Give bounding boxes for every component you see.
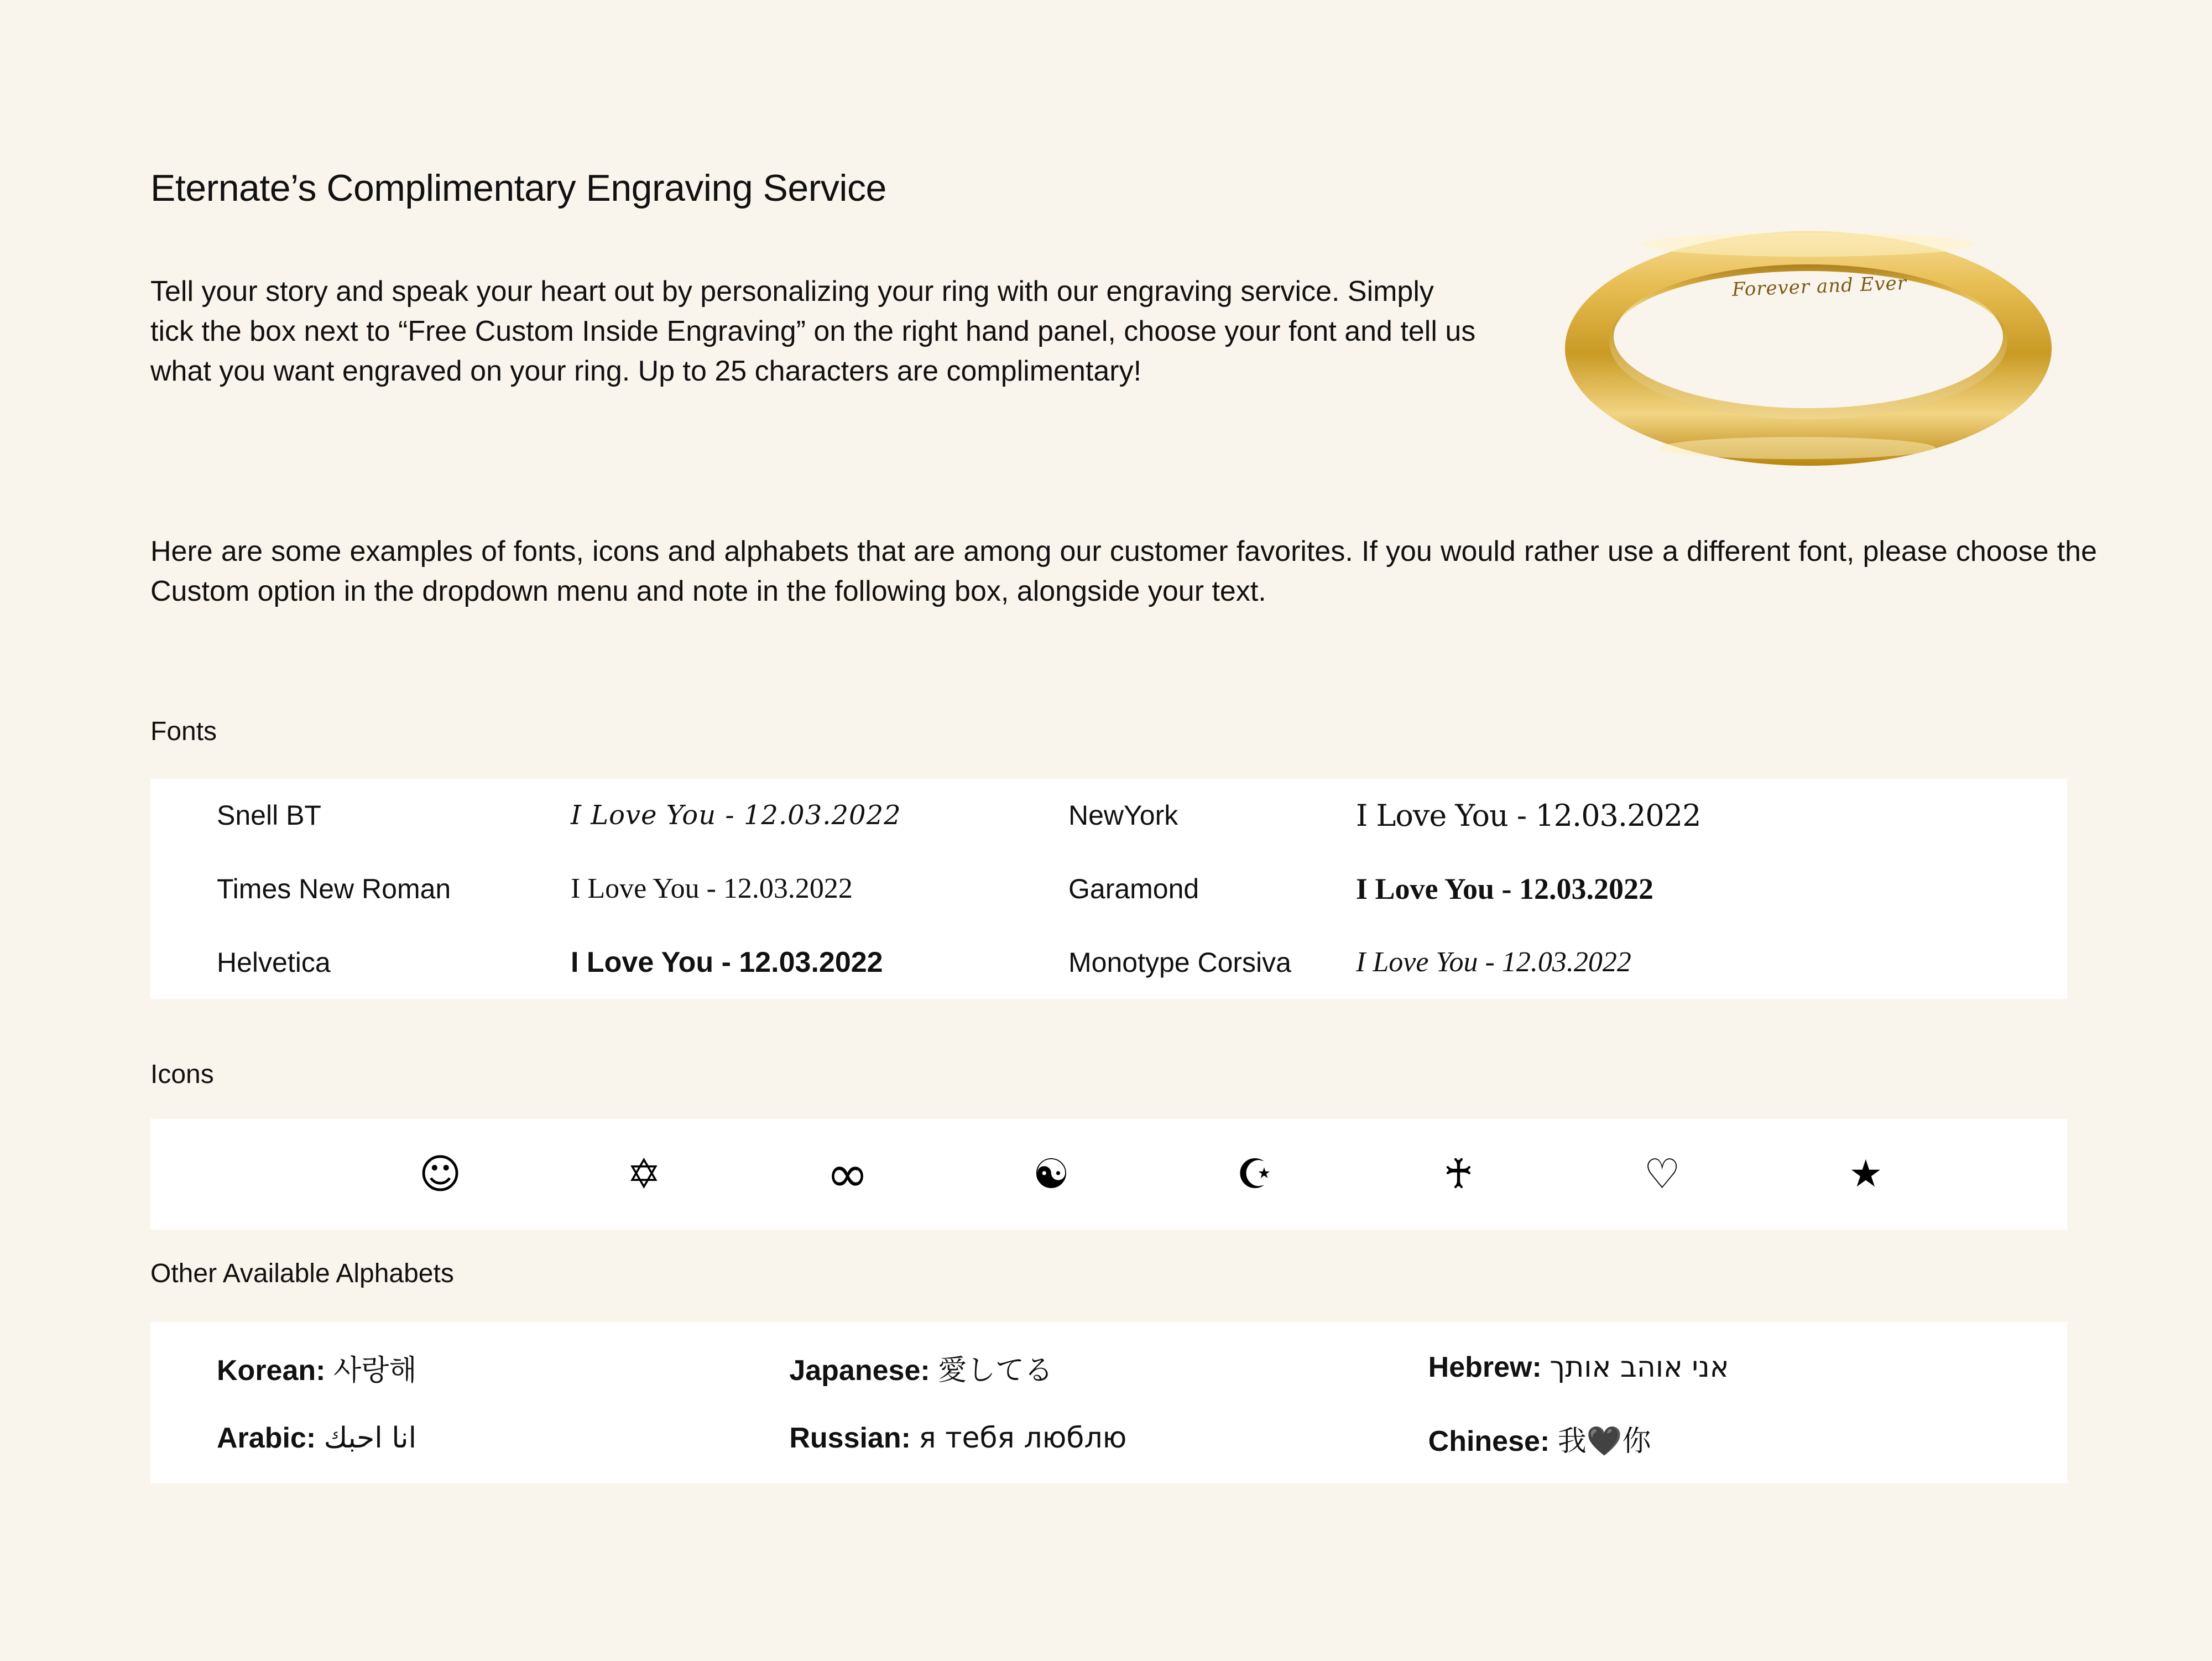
font-sample-newyork: I Love You - 12.03.2022 bbox=[1356, 798, 1701, 833]
alphabet-japanese-sample: 愛してる bbox=[938, 1353, 1053, 1387]
alphabet-chinese bbox=[1428, 1418, 2067, 1459]
font-name-helvetica: Helvetica bbox=[217, 946, 331, 978]
alphabet-chinese-sample: 我🖤你 bbox=[1557, 1424, 1651, 1458]
alphabet-arabic bbox=[150, 1422, 789, 1455]
fonts-section-label: Fonts bbox=[150, 717, 217, 746]
fonts-panel bbox=[150, 779, 2067, 999]
alphabets-section-label: Other Available Alphabets bbox=[150, 1259, 454, 1288]
secondary-paragraph: Here are some examples of fonts, icons and alphabets that are among our customer favorites. If you would rather use a different font, please choose the Custom option in the dropdown menu and note in the following box, alongside your text. bbox=[150, 535, 2097, 607]
alphabet-arabic-sample: انا احبك bbox=[324, 1422, 417, 1455]
alphabet-korean-sample: 사랑해 bbox=[333, 1353, 417, 1387]
star-filled-icon[interactable]: ★ bbox=[1849, 1152, 1883, 1196]
icons-row bbox=[150, 1119, 2067, 1230]
alphabet-chinese-label: Chinese: bbox=[1428, 1425, 1550, 1457]
engraved-ring-image bbox=[1537, 210, 2079, 476]
alphabet-hebrew-label: Hebrew: bbox=[1428, 1351, 1542, 1383]
alphabet-russian-sample: я тебя люблю bbox=[919, 1422, 1127, 1455]
font-sample-garamond: I Love You - 12.03.2022 bbox=[1356, 872, 1654, 905]
heart-outline-icon[interactable]: ♡ bbox=[1644, 1150, 1681, 1198]
fonts-grid bbox=[150, 779, 2067, 999]
icons-panel bbox=[150, 1119, 2067, 1230]
ring-svg bbox=[1537, 210, 2079, 476]
star-and-crescent-icon[interactable]: ☪ bbox=[1236, 1150, 1274, 1198]
font-sample-helvetica: I Love You - 12.03.2022 bbox=[571, 946, 883, 978]
font-name-snell: Snell BT bbox=[217, 800, 321, 831]
font-name-times-new-roman: Times New Roman bbox=[217, 873, 451, 904]
alphabets-grid bbox=[150, 1322, 2067, 1483]
font-sample-snell: I Love You - 12.03.2022 bbox=[571, 800, 901, 831]
alphabet-japanese-label: Japanese: bbox=[789, 1354, 930, 1387]
font-name-newyork: NewYork bbox=[1068, 800, 1178, 831]
alphabet-russian-label: Russian: bbox=[789, 1422, 911, 1454]
yin-yang-icon[interactable]: ☯ bbox=[1032, 1150, 1070, 1198]
ring-engraving-text: Forever and Ever bbox=[1731, 272, 1907, 301]
alphabets-panel bbox=[150, 1322, 2067, 1483]
alphabet-hebrew-sample: אני אוהב אותך bbox=[1550, 1351, 1729, 1384]
smiley-icon[interactable]: ☺ bbox=[419, 1150, 462, 1198]
cross-icon[interactable]: ♰ bbox=[1443, 1150, 1474, 1198]
font-sample-times-new-roman: I Love You - 12.03.2022 bbox=[571, 873, 853, 905]
star-of-david-icon[interactable]: ✡ bbox=[627, 1150, 661, 1198]
font-name-monotype-corsiva: Monotype Corsiva bbox=[1068, 946, 1291, 978]
alphabet-arabic-label: Arabic: bbox=[217, 1422, 316, 1454]
infinity-icon[interactable]: ∞ bbox=[826, 1144, 869, 1204]
page-title: Eternate’s Complimentary Engraving Service bbox=[150, 166, 886, 209]
icons-section-label: Icons bbox=[150, 1060, 214, 1089]
font-sample-monotype-corsiva: I Love You - 12.03.2022 bbox=[1356, 946, 1631, 978]
alphabet-hebrew bbox=[1428, 1351, 2067, 1384]
intro-paragraph: Tell your story and speak your heart out by personalizing your ring with our engraving service. Simply tick the box next to “Free Custom Inside Engraving” on the right hand panel, choose your font and tell us what you want engraved on your ring. Up to 25 characters are complimentary! bbox=[150, 275, 1476, 387]
alphabet-russian bbox=[789, 1422, 1428, 1455]
alphabet-korean-label: Korean: bbox=[217, 1354, 326, 1387]
alphabet-korean bbox=[150, 1347, 789, 1388]
font-name-garamond: Garamond bbox=[1068, 873, 1199, 904]
alphabet-japanese bbox=[789, 1347, 1428, 1388]
